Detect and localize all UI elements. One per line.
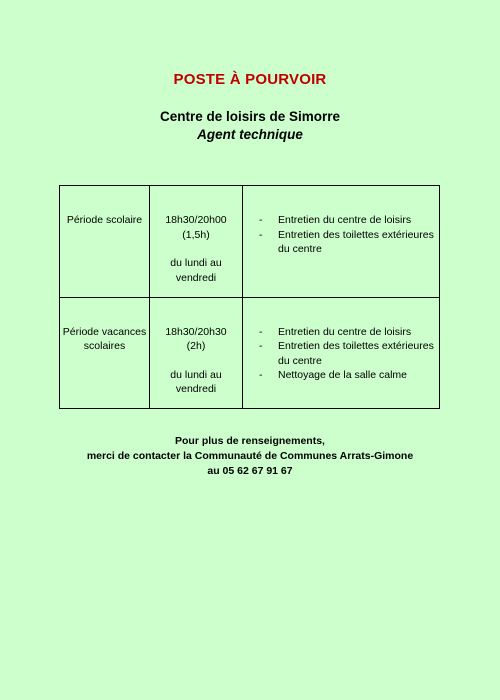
list-item bbox=[259, 228, 439, 257]
tasks-cell bbox=[243, 186, 440, 298]
schedule-table bbox=[59, 185, 440, 409]
bullet-dash: - bbox=[259, 228, 263, 241]
days-text: vendredi bbox=[175, 271, 217, 284]
list-item bbox=[259, 213, 439, 228]
hours-text: 18h30/20h30 bbox=[165, 325, 227, 338]
table-row bbox=[60, 297, 440, 409]
page-title: POSTE À POURVOIR bbox=[173, 71, 327, 88]
task-text: Nettoyage de la salle calme bbox=[278, 369, 407, 381]
period-cell: Période scolaire bbox=[60, 186, 150, 298]
days-text: du lundi au bbox=[170, 257, 222, 269]
list-item bbox=[259, 339, 439, 368]
bullet-dash: - bbox=[259, 214, 263, 226]
days-text: du lundi au bbox=[170, 368, 222, 381]
contact-line: merci de contacter la Communauté de Communes Arrats-Gimone bbox=[86, 450, 414, 462]
list-item bbox=[259, 368, 439, 383]
hours-text: 18h30/20h00 bbox=[165, 214, 227, 226]
bullet-dash: - bbox=[259, 325, 263, 338]
period-cell: Période vacances scolaires bbox=[60, 297, 150, 409]
contact-line: Pour plus de renseignements, bbox=[175, 435, 325, 447]
phone-number: au 05 62 67 91 67 bbox=[207, 465, 293, 477]
days-text: vendredi bbox=[175, 383, 217, 395]
tasks-cell bbox=[243, 297, 440, 409]
job-header bbox=[0, 108, 500, 144]
bullet-dash: - bbox=[259, 340, 263, 352]
hours-cell bbox=[150, 186, 243, 298]
location-name: Centre de loisirs de Simorre bbox=[159, 109, 341, 124]
hours-cell bbox=[150, 297, 243, 409]
duration-text: (2h) bbox=[186, 340, 206, 352]
job-role: Agent technique bbox=[197, 127, 303, 142]
duration-text: (1,5h) bbox=[182, 228, 210, 241]
task-list bbox=[259, 325, 439, 383]
table-row bbox=[60, 186, 440, 298]
task-text: Entretien des toilettes extérieures du centre bbox=[278, 228, 434, 255]
task-text: Entretien du centre de loisirs bbox=[278, 325, 412, 338]
bullet-dash: - bbox=[259, 369, 263, 381]
task-text: Entretien des toilettes extérieures du centre bbox=[278, 340, 434, 367]
contact-info bbox=[0, 434, 500, 479]
task-list bbox=[259, 213, 439, 257]
list-item bbox=[259, 325, 439, 340]
task-text: Entretien du centre de loisirs bbox=[278, 214, 412, 226]
